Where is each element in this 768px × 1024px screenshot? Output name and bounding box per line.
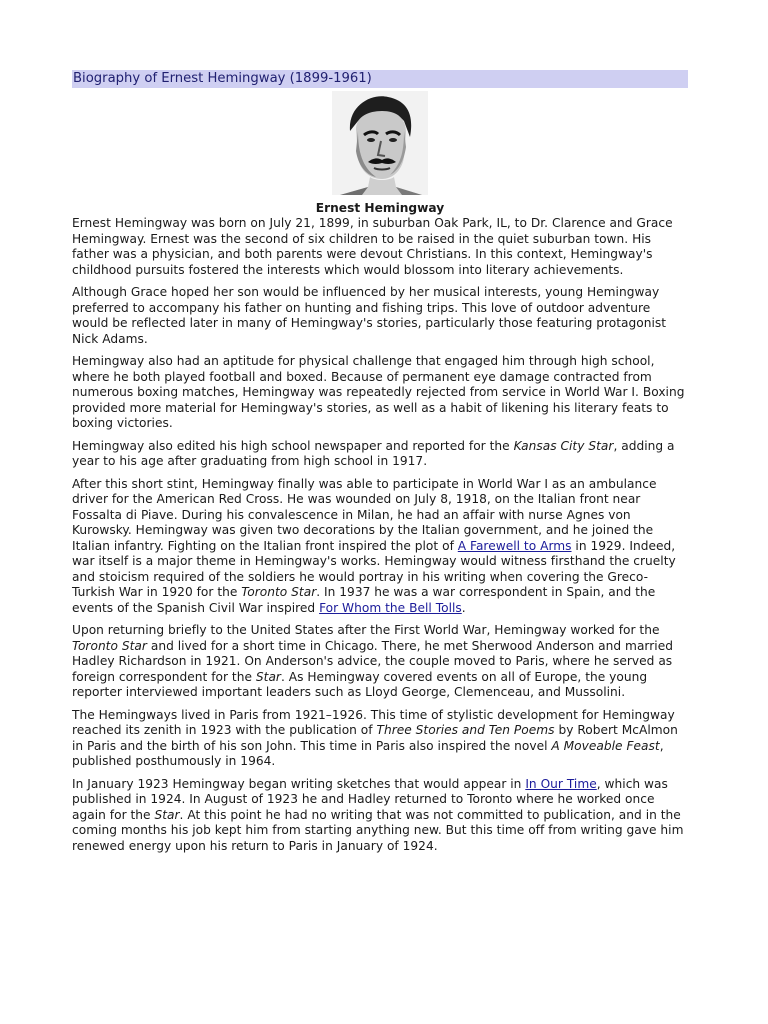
link-a-farewell-to-arms[interactable]: A Farewell to Arms	[457, 538, 572, 553]
text-segment: , published posthumously in 1964.	[72, 738, 664, 768]
publication-title: Kansas City Star	[513, 438, 614, 453]
publication-title: A Moveable Feast	[551, 738, 660, 753]
text-segment: . At this point he had no writing that was not committed to publication, and in the coming months his job kept him from starting anything new. But this time off from writing gave him renewed energy upon his return to Paris in January of 1924.	[72, 807, 684, 853]
portrait-photo	[332, 91, 428, 195]
paragraph-birth: Ernest Hemingway was born on July 21, 1899, in suburban Oak Park, IL, to Dr. Clarence and Grace Hemingway. Ernest was the second of six children to be raised in the quiet suburban town. His father was a physician, and both parents were devout Christians. In this context, Hemingway's childhood pursuits fostered the interests which would blossom into literary achievements.	[72, 216, 673, 277]
publication-title: Star	[255, 669, 281, 684]
text-segment: After this short stint, Hemingway finally was able to participate in World War I as an ambulance driver for the American Red Cross. He was wounded on July 8, 1918, on the Italian front near Fossalta di Piave. During his convalescence in Milan, he had an affair with nurse Agnes von Kurowsky. Hemingway was given two decorations by the Italian government, and he joined the Italian infantry. Fighting on the Italian front inspired the plot of	[72, 476, 657, 553]
text-segment: . In 1937 he was a war correspondent in Spain, and the events of the Spanish Civil War inspired	[72, 585, 656, 615]
paragraph-return	[72, 623, 688, 701]
paragraph-outdoors: Although Grace hoped her son would be influenced by her musical interests, young Hemingway preferred to accompany his father on hunting and fishing trips. This love of outdoor adventure would be reflected later in many of Hemingway's stories, particularly those featuring protagonist Nick Adams.	[72, 285, 667, 346]
paragraph-newspaper	[72, 439, 688, 470]
text-segment: by Robert McAlmon in Paris and the birth of his son John. This time in Paris also inspired the novel	[72, 723, 678, 753]
publication-title: Toronto Star	[72, 638, 147, 653]
text-segment: Upon returning briefly to the United States after the First World War, Hemingway worked for the	[72, 623, 660, 637]
publication-title: Three Stories and Ten Poems	[376, 723, 555, 737]
text-segment: .	[461, 600, 466, 615]
paragraph-in-our-time	[72, 777, 688, 855]
link-for-whom-the-bell-tolls[interactable]: For Whom the Bell Tolls	[319, 600, 462, 615]
page-title: Biography of Ernest Hemingway (1899-1961)	[72, 70, 688, 88]
text-segment: In January 1923 Hemingway began writing sketches that would appear in	[72, 776, 526, 791]
biography-page	[72, 70, 688, 861]
text-segment: Hemingway also edited his high school newspaper and reported for the	[72, 438, 514, 453]
text-segment: . As Hemingway covered events on all of Europe, the young reporter interviewed important leaders such as Lloyd George, Clemenceau, and Mussolini.	[72, 669, 648, 699]
photo-caption: Ernest Hemingway	[315, 201, 445, 215]
text-segment: , which was published in 1924. In August of 1923 he and Hadley returned to Toronto where he worked once again for the	[72, 776, 668, 822]
text-segment: , adding a year to his age after graduating from high school in 1917.	[72, 438, 675, 468]
publication-title: Star	[154, 807, 180, 822]
paragraph-paris	[72, 708, 688, 770]
portrait-photo-icon	[332, 91, 428, 195]
photo-container	[72, 91, 688, 199]
paragraph-boxing: Hemingway also had an aptitude for physical challenge that engaged him through high school, where he both played football and boxed. Because of permanent eye damage contracted from numerous boxing matches, Hemingway was repeatedly rejected from service in World War I. Boxing provided more material for Hemingway's stories, as well as a habit of likening his literary feats to boxing victories.	[72, 354, 685, 430]
publication-title: Toronto Star	[241, 585, 317, 599]
paragraph-war	[72, 477, 688, 617]
text-segment: The Hemingways lived in Paris from 1921–1926. This time of stylistic development for Hemingway reached its zenith in 1923 with the publication of	[72, 707, 675, 737]
text-segment: and lived for a short time in Chicago. There, he met Sherwood Anderson and married Hadley Richardson in 1921. On Anderson's advice, the couple moved to Paris, where he served as foreign correspondent for the	[72, 638, 673, 684]
text-segment: in 1929. Indeed, war itself is a major theme in Hemingway's works. Hemingway would witness firsthand the cruelty and stoicism required of the soldiers he would portray in his writing when covering the Greco-Turkish War in 1920 for the	[72, 538, 676, 599]
link-in-our-time[interactable]: In Our Time	[525, 776, 597, 791]
